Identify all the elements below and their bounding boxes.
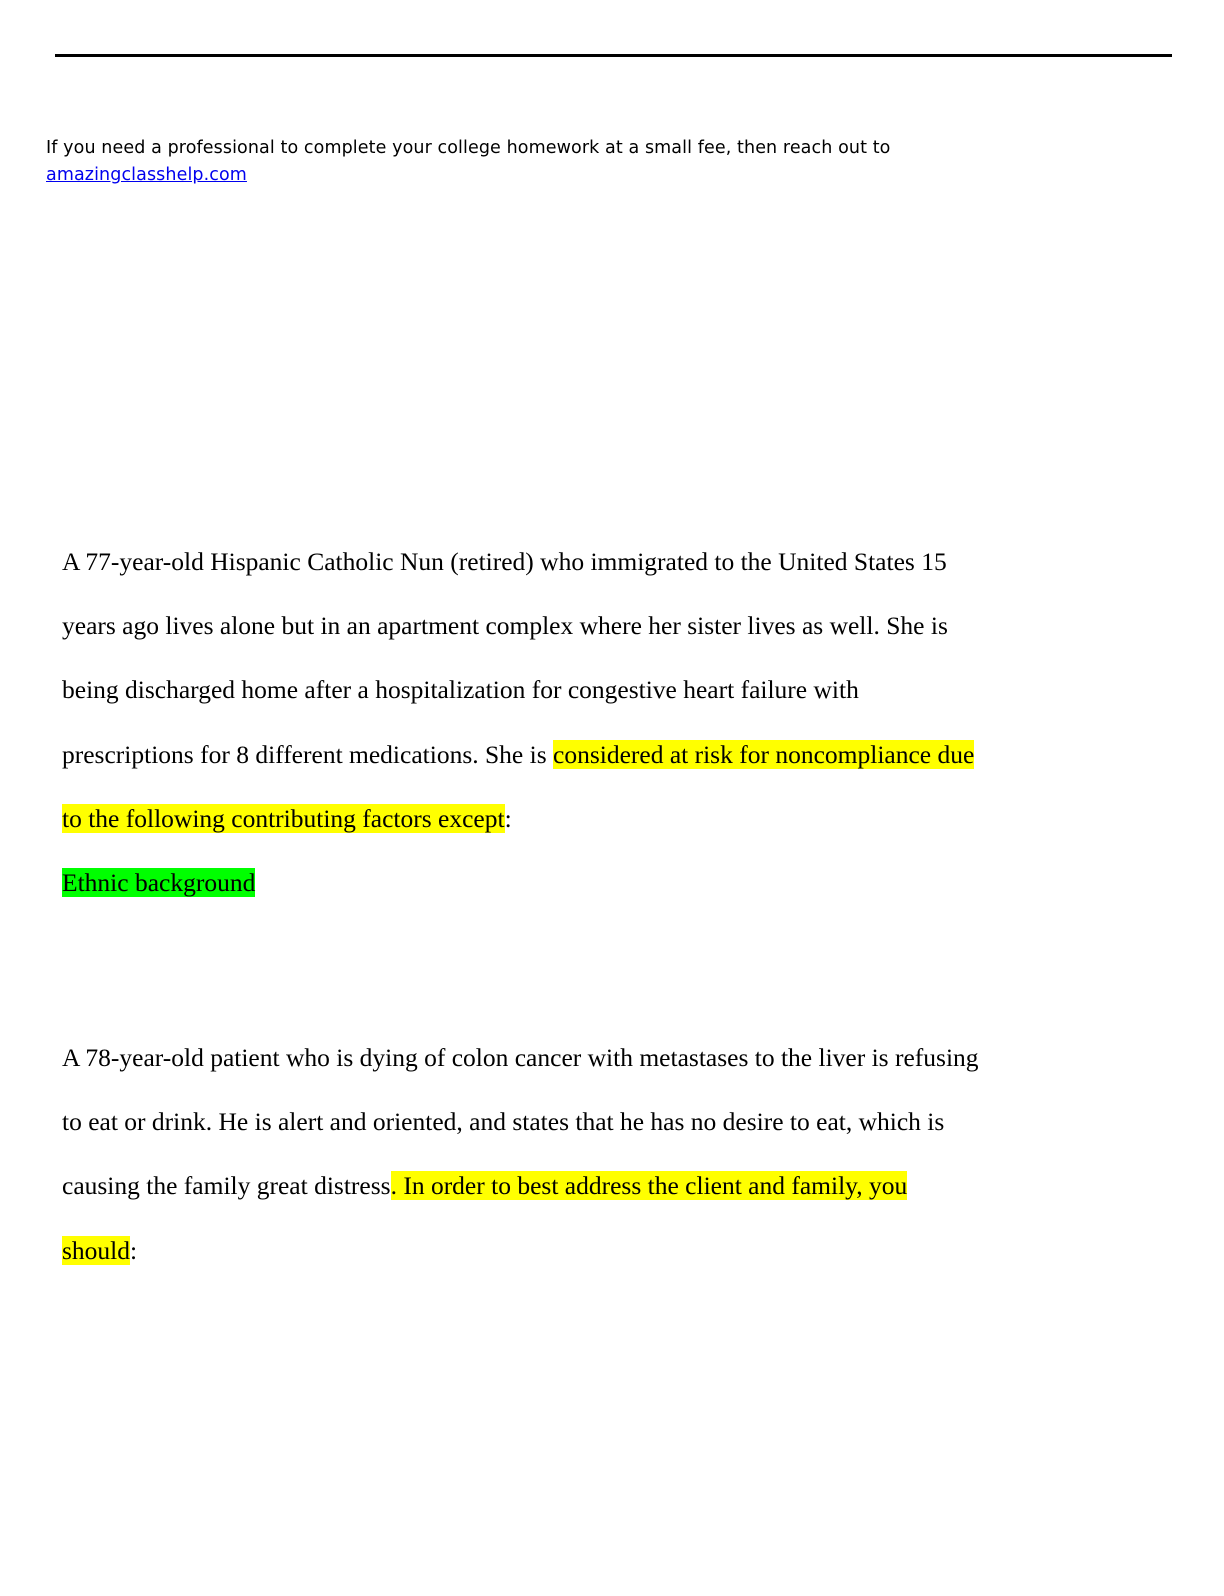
question-2 [62,1026,1072,1283]
question-1-line-2: years ago lives alone but in an apartment complex where her sister lives as well. She is [62,611,948,641]
question-1-line-1: A 77-year-old Hispanic Catholic Nun (retired) who immigrated to the United States 15 [62,547,947,576]
homework-help-note [46,135,1046,189]
question-1-highlight-a: considered at risk for noncompliance due [553,739,975,769]
question-2-line-4 [62,1219,1072,1283]
question-1 [62,530,1072,915]
question-2-line-3-plain: causing the family great distress [62,1171,391,1201]
question-2-colon: : [130,1235,138,1265]
question-1-answer: Ethnic background [62,868,256,898]
question-1-line-4-plain: prescriptions for 8 different medications. She is [62,739,553,769]
question-1-colon: : [504,803,512,833]
question-1-line-5 [62,787,1072,851]
question-1-line-3: being discharged home after a hospitalization for congestive heart failure with [62,675,859,705]
question-2-line-2: to eat or drink. He is alert and oriented, and states that he has no desire to eat, which is [62,1107,945,1137]
question-1-highlight-b: to the following contributing factors except [62,803,505,833]
note-text: If you need a professional to complete your college homework at a small fee, then reach out to [46,138,891,158]
question-1-line-4 [62,723,1072,787]
question-2-highlight-b: should [62,1235,131,1265]
header-rule [55,54,1172,57]
question-2-highlight-a: . In order to best address the client and family, you [390,1171,908,1201]
question-2-line-1: A 78-year-old patient who is dying of colon cancer with metastases to the liver is refusing [62,1043,979,1072]
amazingclasshelp-link[interactable]: amazingclasshelp.com [46,165,247,185]
question-1-answer-line [62,851,1072,915]
question-2-line-3 [62,1154,1072,1218]
